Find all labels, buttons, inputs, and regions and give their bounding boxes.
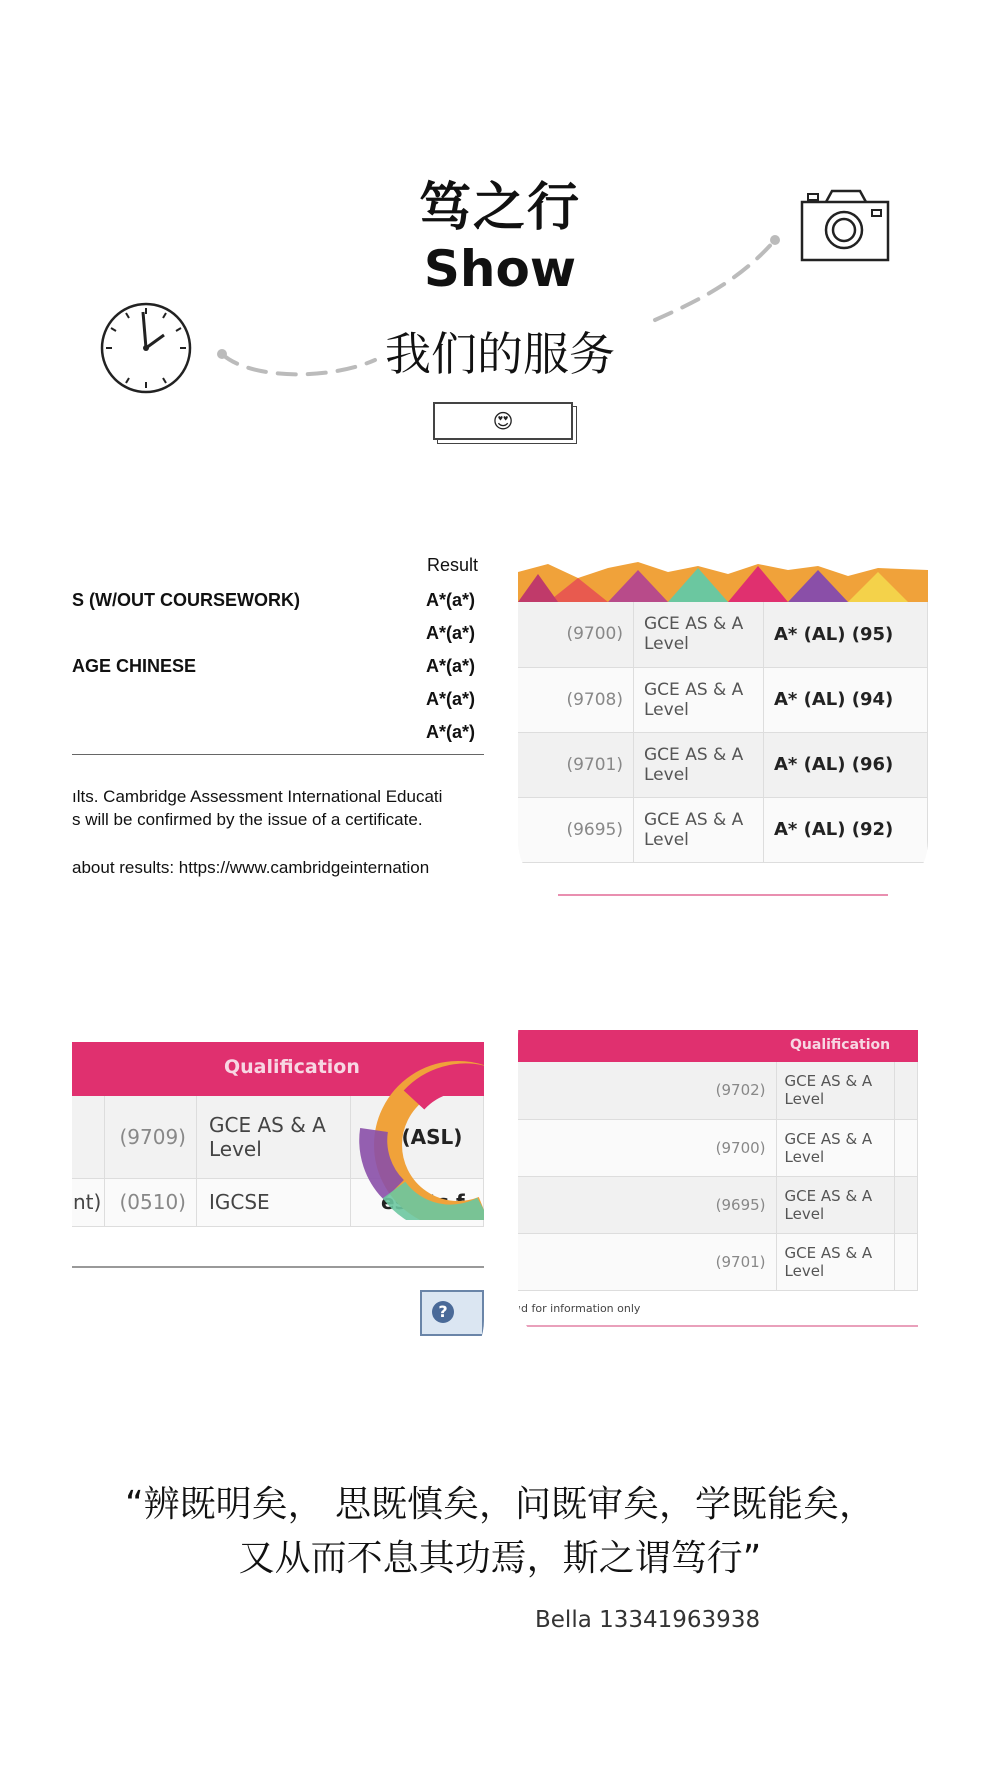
grade-cell: A* (AL) (96) bbox=[764, 732, 928, 797]
subject-code: (0510) bbox=[105, 1178, 197, 1226]
table-row bbox=[518, 1062, 918, 1119]
grade-cell: A* (AL) (92) bbox=[764, 797, 928, 862]
table-bottom-line bbox=[558, 894, 888, 896]
grade-cell: a (ASL) bbox=[351, 1096, 484, 1178]
table-row bbox=[518, 602, 928, 667]
result-header: Result bbox=[427, 555, 479, 575]
dashed-connector bbox=[0, 0, 1000, 420]
subject-code: (9701) bbox=[518, 732, 634, 797]
table-row bbox=[518, 667, 928, 732]
subject-code: (9708) bbox=[518, 667, 634, 732]
show-heading: Show bbox=[423, 240, 577, 298]
grade-value: A*(a*) bbox=[426, 722, 476, 742]
qualification-cell: GCE AS & A Level bbox=[634, 797, 764, 862]
table-row bbox=[518, 732, 928, 797]
table-bottom-line bbox=[518, 1325, 918, 1327]
subject-suffix bbox=[72, 1096, 105, 1178]
footnote: ıd for information only bbox=[518, 1302, 641, 1315]
note-line: ılts. Cambridge Assessment International Educati bbox=[72, 787, 443, 806]
subject-code: (9701) bbox=[518, 1233, 776, 1290]
grade-value: A*(a*) bbox=[426, 623, 476, 643]
grade-value: A*(a*) bbox=[426, 590, 476, 610]
grade-cell: A* (AL) (94) bbox=[764, 667, 928, 732]
qualification-list-table bbox=[518, 1062, 918, 1291]
note-line: about results: https://www.cambridgeinternation bbox=[72, 858, 430, 877]
qualification-cell: IGCSE bbox=[197, 1178, 351, 1226]
table-row bbox=[518, 1233, 918, 1290]
qualification-table-panel bbox=[72, 960, 484, 1380]
qualification-cell: GCE AS & A Level bbox=[776, 1176, 895, 1233]
qualification-cell: GCE AS & A Level bbox=[776, 1233, 895, 1290]
grade-value: A*(a*) bbox=[426, 656, 476, 676]
mosaic-banner bbox=[518, 560, 928, 602]
qualification-cell: GCE AS & A Level bbox=[634, 732, 764, 797]
subject-code: (9702) bbox=[518, 1062, 776, 1119]
table-row bbox=[518, 1176, 918, 1233]
grade-value: A*(a*) bbox=[426, 689, 476, 709]
divider bbox=[72, 754, 484, 755]
subject-code: (9695) bbox=[518, 1176, 776, 1233]
grade-cell bbox=[895, 1233, 918, 1290]
quote-line: 又从而不息其功焉，斯之谓笃行” bbox=[238, 1538, 762, 1579]
certificate-result-panel bbox=[72, 540, 484, 885]
subject-code: (9700) bbox=[518, 1119, 776, 1176]
qualification-cell: GCE AS & A Level bbox=[634, 602, 764, 667]
qualification-header: Qualification bbox=[224, 1056, 360, 1078]
grade-cell bbox=[895, 1176, 918, 1233]
qualification-header: Qualification bbox=[790, 1037, 891, 1053]
table-header-bar bbox=[518, 1030, 918, 1062]
qualification-cell: GCE AS & A Level bbox=[776, 1119, 895, 1176]
grade-cell bbox=[895, 1062, 918, 1119]
table-row bbox=[518, 797, 928, 862]
services-heading: 我们的服务 bbox=[385, 327, 615, 381]
subject-code: (9695) bbox=[518, 797, 634, 862]
subject-suffix: nt) bbox=[72, 1178, 105, 1226]
grade-cell bbox=[895, 1119, 918, 1176]
help-icon: ? bbox=[432, 1301, 454, 1323]
quote-line: “辨既明矣， 思既慎矣，问既审矣，学既能矣， bbox=[124, 1484, 876, 1525]
divider bbox=[72, 1266, 484, 1268]
qualification-cell: GCE AS & A Level bbox=[634, 667, 764, 732]
emoji-badge: 😍 bbox=[433, 402, 573, 440]
grade-cell: A* (AL) (95) bbox=[764, 602, 928, 667]
subject-code: (9709) bbox=[105, 1096, 197, 1178]
page-title: 笃之行 bbox=[418, 178, 581, 238]
grade-table-panel bbox=[518, 490, 928, 900]
subject-name: AGE CHINESE bbox=[72, 656, 197, 676]
qualification-cell: GCE AS & A Level bbox=[776, 1062, 895, 1119]
contact-info: Bella 13341963938 bbox=[535, 1607, 761, 1633]
subject-name: S (W/OUT COURSEWORK) bbox=[72, 590, 300, 610]
grade-table bbox=[518, 602, 928, 863]
grade-cell: esults f bbox=[351, 1178, 484, 1226]
qualification-list-panel bbox=[518, 975, 928, 1355]
mosaic-ring bbox=[334, 1060, 484, 1220]
subject-code: (9700) bbox=[518, 602, 634, 667]
table-row bbox=[518, 1119, 918, 1176]
note-line: s will be confirmed by the issue of a certificate. bbox=[72, 810, 423, 829]
help-button[interactable] bbox=[420, 1290, 484, 1336]
qualification-cell: GCE AS & A Level bbox=[197, 1096, 351, 1178]
